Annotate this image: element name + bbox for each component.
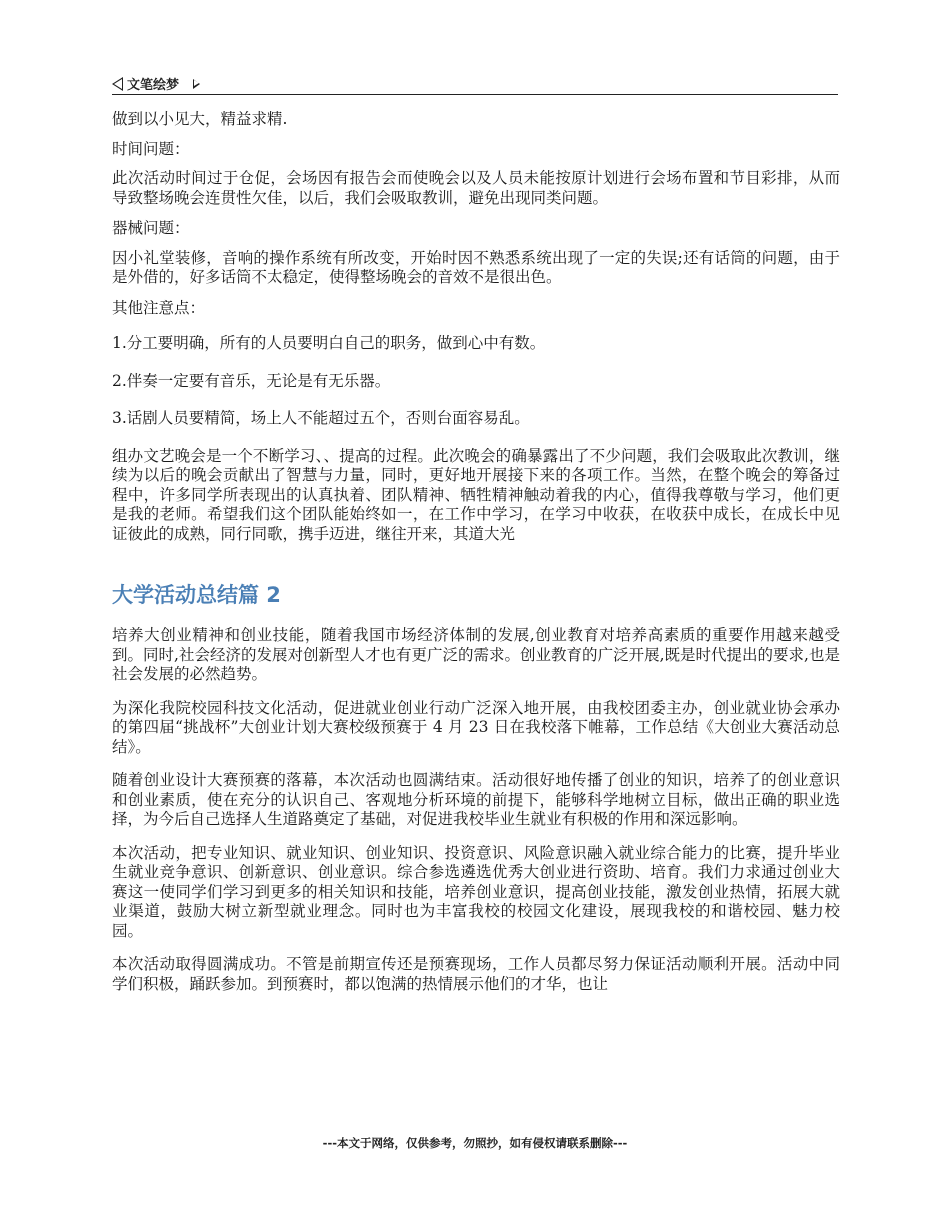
document-body (112, 110, 840, 994)
list-item: 2.伴奏一定要有音乐，无论是有无乐器。 (112, 371, 391, 390)
page-header (112, 72, 838, 95)
paragraph: 培养大创业精神和创业技能，随着我国市场经济体制的发展,创业教育对培养高素质的重要作用越来越受到。同时,社会经济的发展对创新型人才也有更广泛的需求。创业教育的广泛开展,既是时代提出的要求,也是社会发展的必然趋势。 (112, 626, 840, 683)
triangle-right-icon (193, 79, 200, 89)
list-item: 1.分工要明确，所有的人员要明白自己的职务，做到心中有数。 (112, 334, 546, 352)
paragraph: 时间问题： (112, 139, 190, 158)
paragraph: 器械问题： (112, 219, 190, 237)
paragraph: 组办文艺晚会是一个不断学习、、提高的过程。此次晚会的确暴露出了不少问题，我们会吸取此次教训，继续为以后的晚会贡献出了智慧与力量，同时，更好地开展接下来的各项工作。当然，在整个晚会的筹备过程中，许多同学所表现出的认真执着、团队精神、牺牲精神触动着我的内心，值得我尊敬与学习，他们更是我的老师。希望我们这个团队能始终如一，在工作中学习，在学习中收获，在收获中成长，在成长中见证彼此的成熟，同行同歌，携手迈进，继往开来，其道大光 (112, 446, 840, 543)
footer-disclaimer: ---本文于网络，仅供参考，勿照抄，如有侵权请联系删除--- (322, 1136, 628, 1150)
paragraph: 随着创业设计大赛预赛的落幕，本次活动也圆满结束。活动很好地传播了创业的知识，培养了的创业意识和创业素质，使在充分的认识自己、客观地分析环境的前提下，能够科学地树立目标，做出正确的职业选择，为今后自己选择人生道路奠定了基础，对促进我校毕业生就业有积极的作用和深远影响。 (112, 771, 840, 828)
paragraph: 本次活动，把专业知识、就业知识、创业知识、投资意识、风险意识融入就业综合能力的比赛，提升毕业生就业竞争意识、创新意识、创业意识。综合参选遴选优秀大创业进行资助、培育。我们力求通过创业大赛这一使同学们学习到更多的相关知识和技能，培养创业意识，提高创业技能，激发创业热情，拓展大就业渠道，鼓励大树立新型就业理念。同时也为丰富我校的校园文化建设，展现我校的和谐校园、魅力校园。 (112, 843, 840, 940)
paragraph: 此次活动时间过于仓促，会场因有报告会而使晚会以及人员未能按原计划进行会场布置和节目彩排，从而导致整场晚会连贯性欠佳，以后，我们会吸取教训，避免出现同类问题。 (112, 169, 840, 207)
brand-label: 文笔绘梦 (127, 78, 180, 93)
triangle-left-icon (112, 77, 123, 91)
brand (112, 74, 200, 93)
paragraph: 为深化我院校园科技文化活动，促进就业创业行动广泛深入地开展，由我校团委主办，创业就业协会承办的第四届“挑战杯”大创业计划大赛校级预赛于 4 月 23 日在我校落下帷幕，工作总结《大创业大赛活动总结》。 (112, 698, 840, 756)
section-heading: 大学活动总结篇 2 (112, 583, 281, 607)
paragraph: 因小礼堂装修，音响的操作系统有所改变，开始时因不熟悉系统出现了一定的失误;还有话筒的问题，由于是外借的，好多话筒不太稳定，使得整场晚会的音效不是很出色。 (112, 248, 840, 286)
paragraph: 其他注意点： (112, 298, 206, 317)
list-item: 3.话剧人员要精简，场上人不能超过五个，否则台面容易乱。 (112, 409, 530, 427)
paragraph: 做到以小见大，精益求精. (112, 110, 288, 128)
paragraph: 本次活动取得圆满成功。不管是前期宣传还是预赛现场，工作人员都尽努力保证活动顺利开展。活动中同学们积极，踊跃参加。到预赛时，都以饱满的热情展示他们的才华，也让 (112, 955, 840, 993)
